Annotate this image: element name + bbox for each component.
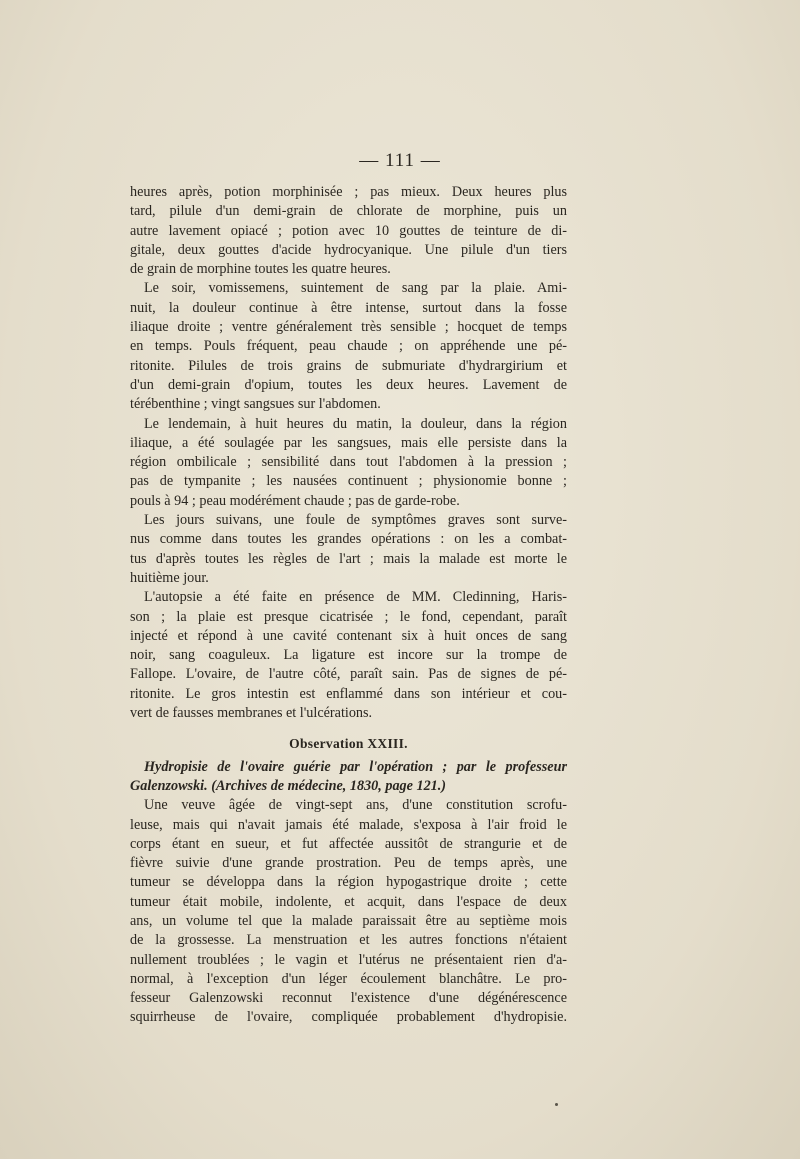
paragraph-2-line: iliaque droite ; ventre généralement très sensible ; hocquet de temps [130,319,567,336]
body-text [130,183,567,1028]
paragraph-4-line: Les jours suivans, une foule de symptômes graves sont surve- [144,512,567,529]
paragraph-5-line: injecté et répond à une cavité contenant six à huit onces de sang [130,627,567,644]
paragraph-3-line: pouls à 94 ; peau modérément chaude ; pas de garde-robe. [130,492,460,509]
paragraph-1-line: gitale, deux gouttes d'acide hydrocyanique. Une pilule d'un tiers [130,241,567,258]
paragraph-1-line: autre lavement opiacé ; potion avec 10 gouttes de teinture de di- [130,222,567,239]
paragraph-2-line: nuit, la douleur continue à être intense, surtout dans la fosse [130,299,567,316]
observation-title-line: Hydropisie de l'ovaire guérie par l'opération ; par le professeur [144,758,567,775]
observation-paragraph-line: squirrheuse de l'ovaire, compliquée probablement d'hydropisie. [130,1009,567,1026]
paragraph-4-line: tus d'après toutes les règles de l'art ; mais la malade est morte le [130,550,567,567]
paragraph-2-line: en temps. Pouls fréquent, peau chaude ; on appréhende une pé- [130,338,567,355]
paragraph-1-line: heures après, potion morphinisée ; pas mieux. Deux heures plus [130,184,567,200]
paragraph-3-line: Le lendemain, à huit heures du matin, la douleur, dans la région [144,415,567,432]
paragraph-2-line: d'un demi-grain d'opium, toutes les deux heures. Lavement de [130,376,567,393]
observation-heading: Observation XXIII. [289,736,408,752]
paragraph-2-line: Le soir, vomissemens, suintement de sang par la plaie. Ami- [144,280,567,297]
observation-paragraph-line: ans, un volume tel que la malade paraissait être au septième mois [130,912,567,929]
paragraph-5-line: vert de fausses membranes et l'ulcérations. [130,705,373,722]
observation-paragraph-line: Une veuve âgée de vingt-sept ans, d'une constitution scrofu- [144,797,567,814]
paragraph-3-line: pas de tympanite ; les nausées continuent ; physionomie bonne ; [130,473,567,490]
observation-paragraph-line: fesseur Galenzowski reconnut l'existence d'une dégénérescence [130,990,567,1007]
paragraph-5-line: Fallope. L'ovaire, de l'autre côté, paraît sain. Pas de signes de pé- [130,666,567,683]
observation-paragraph-line: tumeur se développa dans la région hypogastrique droite ; cette [130,874,567,891]
paragraph-2-line: térébenthine ; vingt sangsues sur l'abdomen. [130,396,381,413]
paragraph-1-line: de grain de morphine toutes les quatre heures. [130,261,391,278]
observation-paragraph-line: fièvre suivie d'une grande prostration. Peu de temps après, une [130,855,567,872]
paragraph-1-line: tard, pilule d'un demi-grain de chlorate de morphine, puis un [130,203,567,220]
observation-paragraph-line: de la grossesse. La menstruation et les autres fonctions n'étaient [130,932,567,949]
paragraph-5-line: son ; la plaie est presque cicatrisée ; le fond, cependant, paraît [130,608,567,625]
observation-title-line: Galenzowski. (Archives de médecine, 1830, page 121.) [130,777,447,794]
paragraph-3-line: iliaque, a été soulagée par les sangsues, mais elle persiste dans la [130,434,567,451]
paragraph-2-line: ritonite. Pilules de trois grains de submuriate d'hydrargirium et [130,357,567,374]
observation-paragraph-line: leuse, mais qui n'avait jamais été malade, s'exposa à l'air froid le [130,816,567,833]
observation-paragraph-line: nullement troublées ; le vagin et l'utérus ne présentaient rien d'a- [130,951,567,968]
observation-paragraph-line: normal, à l'exception d'un léger écoulement blanchâtre. Le pro- [130,970,567,987]
paragraph-5-line: ritonite. Le gros intestin est enflammé dans son intérieur et cou- [130,685,567,702]
observation-paragraph-line: corps étant en sueur, et fut affectée aussitôt de strangurie et de [130,835,567,852]
paragraph-3-line: région ombilicale ; sensibilité dans tout l'abdomen à la pression ; [130,454,567,471]
ink-speck [555,1103,558,1106]
paragraph-4-line: huitième jour. [130,569,209,586]
page-number: — 111 — [359,150,441,171]
paragraph-4-line: nus comme dans toutes les grandes opérations : on les a combat- [130,531,567,548]
paragraph-5-line: L'autopsie a été faite en présence de MM. Cledinning, Haris- [144,589,567,606]
paragraph-5-line: noir, sang coaguleux. La ligature est incore sur la trompe de [130,647,567,664]
observation-paragraph-line: tumeur était mobile, indolente, et acquit, dans l'espace de deux [130,893,567,910]
